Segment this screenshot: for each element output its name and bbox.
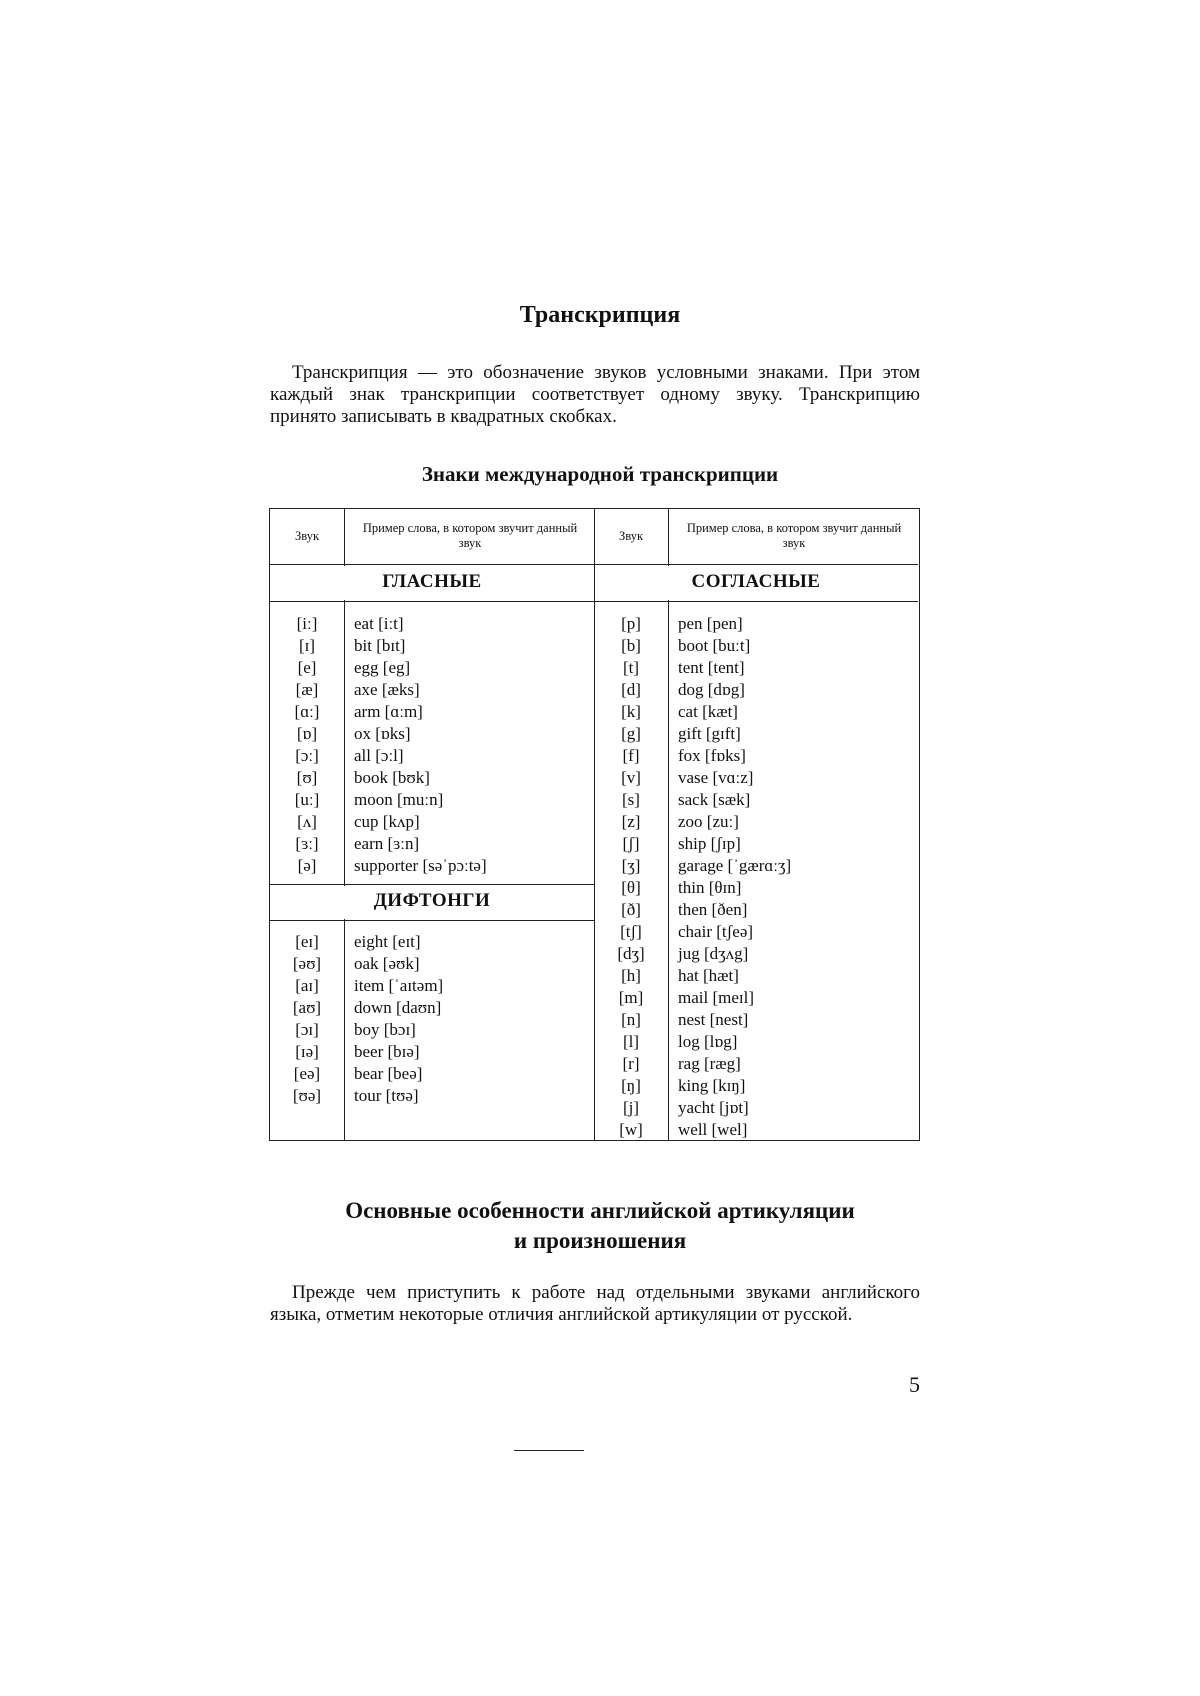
consonants-example-15: chair [tʃeə] (678, 922, 754, 941)
footer-rule (514, 1450, 584, 1451)
vowels-example-3: egg [eg] (354, 658, 411, 677)
intro-paragraph: Транскрипция — это обозначение звуков условными знаками. При этом каждый знак транскрипции соответствует одному звуку. Транскрипцию принято записывать в квадратных скобках. (270, 362, 920, 427)
diphthongs-example-2: oak [əʊk] (354, 954, 420, 973)
section2-title (0, 1196, 1200, 1256)
consonants-sound-17: [h] (621, 966, 641, 985)
header-sound-left: Звук (294, 529, 320, 543)
consonants-example-4: dog [dɒg] (678, 680, 745, 699)
consonants-example-9: sack [sæk] (678, 790, 751, 809)
header-divider (270, 564, 918, 565)
vowels-sound-12: [ə] (297, 856, 317, 875)
vowels-example-1: eat [iːt] (354, 614, 404, 633)
vowel-examples (354, 613, 590, 877)
consonants-sound-18: [m] (618, 988, 644, 1007)
diphthongs-section-label: ДИФТОНГИ (373, 890, 491, 911)
diphthong-examples (354, 931, 590, 1107)
consonants-example-3: tent [tent] (678, 658, 745, 677)
consonants-example-18: mail [meɪl] (678, 988, 755, 1007)
consonants-sound-13: [θ] (621, 878, 641, 897)
consonants-example-13: thin [θɪn] (678, 878, 742, 897)
consonants-sound-21: [r] (622, 1054, 640, 1073)
consonants-example-22: king [kɪŋ] (678, 1076, 746, 1095)
diphthongs-example-1: eight [eɪt] (354, 932, 421, 951)
diphthongs-sound-5: [ɔɪ] (295, 1020, 319, 1039)
consonants-example-24: well [wel] (678, 1120, 748, 1139)
diphthongs-sound-6: [ɪə] (295, 1042, 319, 1061)
consonants-example-2: boot [buːt] (678, 636, 751, 655)
consonant-examples (678, 613, 914, 1141)
diphthongs-sound-7: [eə] (293, 1064, 321, 1083)
column-divider (668, 509, 669, 1140)
section2-paragraph: Прежде чем приступить к работе над отдельными звуками английского языка, отметим некоторые отличия английской артикуляции от русской. (270, 1282, 920, 1325)
consonants-example-6: gift [gɪft] (678, 724, 741, 743)
header-example-left: Пример слова, в котором звучит данный звук (362, 521, 578, 550)
diphthongs-example-8: tour [tʊə] (354, 1086, 419, 1105)
vowels-sound-4: [æ] (295, 680, 319, 699)
table-title: Знаки международной транскрипции (421, 462, 779, 486)
consonants-sound-4: [d] (621, 680, 641, 699)
consonants-example-5: cat [kæt] (678, 702, 738, 721)
consonants-sound-6: [g] (621, 724, 641, 743)
consonants-sound-7: [f] (622, 746, 640, 765)
vowels-sound-7: [ɔː] (295, 746, 319, 765)
vowels-sound-8: [ʊ] (296, 768, 318, 787)
diphthongs-example-4: down [daʊn] (354, 998, 442, 1017)
diphthongs-example-3: item [ˈaɪtəm] (354, 976, 444, 995)
section-divider (270, 601, 918, 602)
page-title: Транскрипция (519, 302, 681, 328)
consonants-example-8: vase [vɑːz] (678, 768, 754, 787)
diphthongs-example-6: beer [bɪə] (354, 1042, 420, 1061)
consonants-sound-14: [ð] (621, 900, 641, 919)
vowels-example-4: axe [æks] (354, 680, 420, 699)
consonants-example-16: jug [dʒʌg] (678, 944, 749, 963)
vowels-sound-10: [ʌ] (297, 812, 317, 831)
consonants-sound-23: [j] (622, 1098, 640, 1117)
consonants-sound-22: [ŋ] (621, 1076, 641, 1095)
consonants-sound-5: [k] (621, 702, 641, 721)
column-divider (344, 509, 345, 1140)
consonants-sound-20: [l] (622, 1032, 640, 1051)
consonants-sound-10: [z] (621, 812, 641, 831)
vowels-sound-3: [e] (297, 658, 317, 677)
vowels-sound-2: [ɪ] (298, 636, 316, 655)
vowels-example-6: ox [ɒks] (354, 724, 411, 743)
consonants-sound-2: [b] (621, 636, 641, 655)
vowels-sound-5: [ɑː] (294, 702, 320, 721)
vowels-example-10: cup [kʌp] (354, 812, 420, 831)
consonants-sound-12: [ʒ] (621, 856, 641, 875)
consonants-example-14: then [ðen] (678, 900, 748, 919)
vowels-example-11: earn [ɜːn] (354, 834, 420, 853)
diphthongs-example-5: boy [bɔɪ] (354, 1020, 416, 1039)
consonants-sound-19: [n] (621, 1010, 641, 1029)
diphthongs-sound-4: [aʊ] (292, 998, 322, 1017)
consonants-section-label: СОГЛАСНЫЕ (691, 571, 821, 592)
consonants-sound-1: [p] (621, 614, 641, 633)
consonants-sound-15: [tʃ] (620, 922, 642, 941)
diphthongs-example-7: bear [beə] (354, 1064, 423, 1083)
vowels-sound-1: [iː] (296, 614, 318, 633)
consonants-sound-24: [w] (619, 1120, 643, 1139)
consonants-example-10: zoo [zuː] (678, 812, 739, 831)
consonants-example-23: yacht [jɒt] (678, 1098, 749, 1117)
diphthongs-divider-top (270, 884, 594, 885)
diphthongs-sound-3: [aɪ] (295, 976, 319, 995)
vowels-sound-6: [ɒ] (296, 724, 318, 743)
vowels-sound-9: [uː] (294, 790, 320, 809)
vowels-example-7: all [ɔːl] (354, 746, 404, 765)
consonants-example-17: hat [hæt] (678, 966, 739, 985)
diphthongs-sound-1: [eɪ] (295, 932, 319, 951)
vowels-section-label: ГЛАСНЫЕ (382, 571, 482, 592)
vowels-example-12: supporter [səˈpɔːtə] (354, 856, 487, 875)
vowels-example-9: moon [muːn] (354, 790, 444, 809)
diphthongs-divider-bottom (270, 920, 594, 921)
consonants-sound-3: [t] (622, 658, 640, 677)
consonants-sound-9: [s] (622, 790, 640, 809)
header-example-right: Пример слова, в котором звучит данный звук (686, 521, 902, 550)
consonants-sound-16: [dʒ] (617, 944, 645, 963)
page-number: 5 (909, 1372, 920, 1397)
consonant-sounds (594, 613, 668, 1141)
diphthong-sounds (270, 931, 344, 1107)
transcription-table (269, 508, 920, 1141)
vowels-example-5: arm [ɑːm] (354, 702, 423, 721)
consonants-example-1: pen [pen] (678, 614, 743, 633)
vowel-sounds (270, 613, 344, 877)
consonants-example-19: nest [nest] (678, 1010, 749, 1029)
consonants-example-7: fox [fɒks] (678, 746, 746, 765)
section2-title-line1: Основные особенности английской артикуляции (345, 1198, 855, 1223)
consonants-example-21: rag [ræg] (678, 1054, 741, 1073)
diphthongs-sound-2: [əʊ] (292, 954, 322, 973)
consonants-sound-8: [v] (621, 768, 641, 787)
consonants-example-20: log [lɒg] (678, 1032, 738, 1051)
diphthongs-sound-8: [ʊə] (292, 1086, 322, 1105)
consonants-example-12: garage [ˈgærɑːʒ] (678, 856, 792, 875)
header-sound-right: Звук (618, 529, 644, 543)
section2-title-line2: и произношения (513, 1228, 687, 1253)
vowels-example-2: bit [bɪt] (354, 636, 406, 655)
consonants-example-11: ship [ʃɪp] (678, 834, 741, 853)
vowels-sound-11: [ɜː] (295, 834, 319, 853)
vowels-example-8: book [bʊk] (354, 768, 430, 787)
consonants-sound-11: [ʃ] (622, 834, 640, 853)
